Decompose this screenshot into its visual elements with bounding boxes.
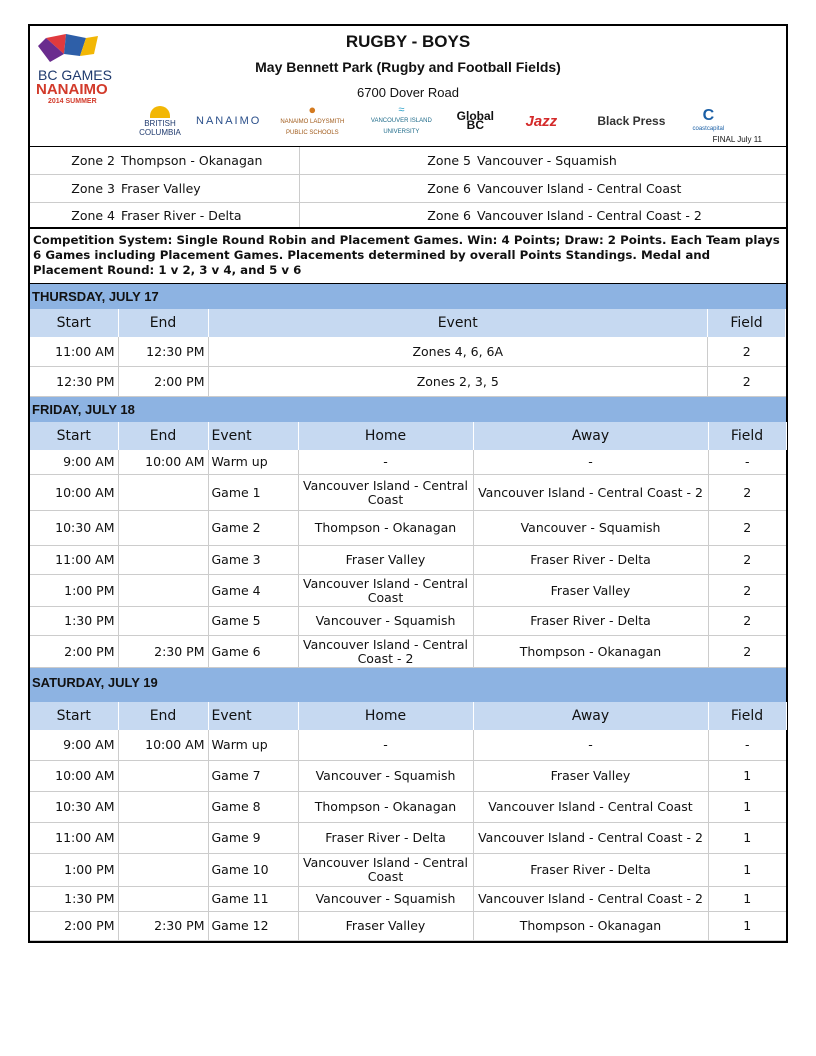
- col-home: Home: [298, 422, 473, 450]
- col-start: Start: [30, 702, 118, 730]
- away-team: -: [473, 450, 708, 475]
- event-name: Game 1: [208, 475, 298, 511]
- col-event: Event: [208, 702, 298, 730]
- start-time: 10:00 AM: [30, 475, 118, 511]
- sponsor-jazz-logo: Jazz: [525, 112, 558, 130]
- end-time: [118, 475, 208, 511]
- table-row: [30, 511, 786, 546]
- away-team: -: [473, 730, 708, 761]
- table-row: [30, 367, 786, 397]
- start-time: 10:00 AM: [30, 761, 118, 792]
- away-team: Fraser Valley: [473, 575, 708, 607]
- table-row: [30, 854, 786, 887]
- start-time: 12:30 PM: [30, 367, 118, 397]
- sponsor-viu-logo: [363, 105, 439, 137]
- event-name: Game 9: [208, 823, 298, 854]
- table-row: [30, 636, 786, 668]
- end-time: 10:00 AM: [118, 450, 208, 475]
- day-header-friday: FRIDAY, JULY 18: [30, 397, 786, 422]
- zone-row: [30, 175, 786, 203]
- column-header-row: [30, 422, 786, 450]
- away-team: Vancouver Island - Central Coast: [473, 792, 708, 823]
- table-row: [30, 607, 786, 636]
- col-end: End: [118, 702, 208, 730]
- home-team: Vancouver Island - Central Coast: [298, 475, 473, 511]
- col-start: Start: [30, 309, 118, 337]
- c-icon: C: [702, 106, 715, 124]
- start-time: 11:00 AM: [30, 337, 118, 367]
- event-name: Game 3: [208, 546, 298, 575]
- field-number: 2: [708, 511, 786, 546]
- zones-table: [30, 147, 786, 227]
- sponsor-nanaimo-logo: NANAIMO: [196, 114, 262, 127]
- fish-icon: ●: [308, 102, 317, 117]
- table-row: [30, 575, 786, 607]
- sponsor-blackpress-logo: Black Press: [597, 113, 666, 128]
- event-name: Game 10: [208, 854, 298, 887]
- home-team: Fraser Valley: [298, 912, 473, 941]
- away-team: Fraser Valley: [473, 761, 708, 792]
- table-row: [30, 475, 786, 511]
- start-time: 10:30 AM: [30, 511, 118, 546]
- column-header-row: [30, 702, 786, 730]
- home-team: Vancouver - Squamish: [298, 887, 473, 912]
- end-time: [118, 546, 208, 575]
- zone-row: [30, 147, 786, 175]
- field-number: 1: [708, 823, 786, 854]
- zone-team: Fraser Valley: [118, 175, 299, 203]
- away-team: Thompson - Okanagan: [473, 912, 708, 941]
- zone-team: Fraser River - Delta: [118, 203, 299, 228]
- end-time: [118, 607, 208, 636]
- end-time: [118, 854, 208, 887]
- sponsor-school-district-logo: [275, 104, 349, 138]
- event-name: Warm up: [208, 450, 298, 475]
- logo-2014-text: 2014 SUMMER: [48, 98, 97, 105]
- logo-bcgames-text: BC GAMES: [38, 67, 112, 83]
- away-team: Thompson - Okanagan: [473, 636, 708, 668]
- start-time: 1:00 PM: [30, 854, 118, 887]
- end-time: [118, 823, 208, 854]
- sponsor-coastcapital-text: coastcapital: [692, 125, 725, 132]
- schedule-sheet: [28, 24, 788, 943]
- field-number: -: [708, 450, 786, 475]
- home-team: -: [298, 450, 473, 475]
- col-field: Field: [708, 702, 786, 730]
- start-time: 1:00 PM: [30, 575, 118, 607]
- table-row: [30, 823, 786, 854]
- event-name: Game 7: [208, 761, 298, 792]
- sponsor-bc-text: BRITISH COLUMBIA: [139, 118, 181, 137]
- table-row: [30, 792, 786, 823]
- home-team: -: [298, 730, 473, 761]
- field-number: 2: [708, 575, 786, 607]
- home-team: Vancouver Island - Central Coast: [298, 575, 473, 607]
- col-end: End: [118, 309, 208, 337]
- sponsor-coastcapital-logo: [691, 106, 725, 134]
- away-team: Fraser River - Delta: [473, 854, 708, 887]
- zone-label: Zone 5: [299, 147, 474, 175]
- competition-system: Competition System: Single Round Robin and Placement Games. Win: 4 Points; Draw: 2 Points. Each Team plays 6 Games including Placement Games. Placements determined by overall Points Standings. Medal and Placement Round: 1 v 2, 3 v 4, and 5 v 6: [30, 227, 786, 284]
- end-time: [118, 575, 208, 607]
- thursday-table: [30, 309, 786, 397]
- start-time: 11:00 AM: [30, 546, 118, 575]
- away-team: Fraser River - Delta: [473, 546, 708, 575]
- field-number: 1: [708, 854, 786, 887]
- venue-name: May Bennett Park (Rugby and Football Fields): [255, 59, 561, 75]
- start-time: 1:30 PM: [30, 607, 118, 636]
- end-time: [118, 792, 208, 823]
- header: [30, 26, 786, 147]
- zone-label: Zone 2: [30, 147, 118, 175]
- event-name: Game 6: [208, 636, 298, 668]
- col-field: Field: [708, 422, 786, 450]
- sponsor-school-text: NANAIMO LADYSMITH PUBLIC SCHOOLS: [280, 119, 345, 136]
- col-home: Home: [298, 702, 473, 730]
- away-team: Vancouver Island - Central Coast - 2: [473, 887, 708, 912]
- table-row: [30, 887, 786, 912]
- sponsor-logos: [138, 104, 725, 138]
- start-time: 2:00 PM: [30, 912, 118, 941]
- table-row: [30, 730, 786, 761]
- wave-icon: ≈: [398, 104, 405, 116]
- home-team: Vancouver - Squamish: [298, 761, 473, 792]
- end-time: 2:00 PM: [118, 367, 208, 397]
- away-team: Vancouver Island - Central Coast - 2: [473, 823, 708, 854]
- field-number: 1: [708, 912, 786, 941]
- zone-team: Vancouver Island - Central Coast: [474, 175, 786, 203]
- col-away: Away: [473, 702, 708, 730]
- away-team: Vancouver Island - Central Coast - 2: [473, 475, 708, 511]
- logo-nanaimo-text: NANAIMO: [36, 81, 108, 98]
- zone-label: Zone 6: [427, 207, 471, 223]
- event-name: Zones 4, 6, 6A: [208, 337, 708, 367]
- table-row: [30, 912, 786, 941]
- home-team: Vancouver Island - Central Coast - 2: [298, 636, 473, 668]
- field-number: 2: [708, 475, 786, 511]
- field-number: -: [708, 730, 786, 761]
- zone-team: Thompson - Okanagan: [118, 147, 299, 175]
- zone-team: Vancouver Island - Central Coast - 2: [477, 207, 702, 223]
- table-row: [30, 761, 786, 792]
- sponsor-global-logo: Global BC: [456, 109, 495, 132]
- start-time: 9:00 AM: [30, 450, 118, 475]
- zone-row: [30, 203, 786, 228]
- field-number: 2: [708, 546, 786, 575]
- end-time: 2:30 PM: [118, 912, 208, 941]
- event-name: Game 5: [208, 607, 298, 636]
- home-team: Vancouver Island - Central Coast: [298, 854, 473, 887]
- home-team: Fraser Valley: [298, 546, 473, 575]
- away-team: Vancouver - Squamish: [473, 511, 708, 546]
- friday-table: [30, 422, 787, 668]
- event-name: Warm up: [208, 730, 298, 761]
- field-number: 1: [708, 761, 786, 792]
- table-row: [30, 450, 786, 475]
- start-time: 11:00 AM: [30, 823, 118, 854]
- end-time: 12:30 PM: [118, 337, 208, 367]
- venue-address: 6700 Dover Road: [357, 85, 459, 100]
- sponsor-bc-logo: [138, 106, 182, 137]
- col-field: Field: [708, 309, 786, 337]
- field-number: 2: [708, 367, 786, 397]
- field-number: 1: [708, 792, 786, 823]
- end-time: [118, 761, 208, 792]
- end-time: [118, 887, 208, 912]
- col-start: Start: [30, 422, 118, 450]
- end-time: [118, 511, 208, 546]
- event-name: Game 8: [208, 792, 298, 823]
- start-time: 1:30 PM: [30, 887, 118, 912]
- end-time: 2:30 PM: [118, 636, 208, 668]
- zone-team: Vancouver - Squamish: [474, 147, 786, 175]
- home-team: Thompson - Okanagan: [298, 511, 473, 546]
- home-team: Fraser River - Delta: [298, 823, 473, 854]
- field-number: 2: [708, 337, 786, 367]
- event-name: Zones 2, 3, 5: [208, 367, 708, 397]
- day-header-thursday: THURSDAY, JULY 17: [30, 284, 786, 309]
- final-note: FINAL July 11: [712, 135, 762, 144]
- start-time: 10:30 AM: [30, 792, 118, 823]
- table-row: [30, 337, 786, 367]
- saturday-table: [30, 702, 787, 941]
- field-number: 2: [708, 607, 786, 636]
- start-time: 2:00 PM: [30, 636, 118, 668]
- event-name: Game 11: [208, 887, 298, 912]
- zone-label: Zone 4: [71, 207, 115, 223]
- end-time: 10:00 AM: [118, 730, 208, 761]
- away-team: Fraser River - Delta: [473, 607, 708, 636]
- zone-label: Zone 6: [299, 175, 474, 203]
- column-header-row: [30, 309, 786, 337]
- col-event: Event: [208, 309, 708, 337]
- sponsor-viu-text: VANCOUVER ISLAND UNIVERSITY: [370, 118, 432, 135]
- field-number: 2: [708, 636, 786, 668]
- home-team: Thompson - Okanagan: [298, 792, 473, 823]
- table-row: [30, 546, 786, 575]
- field-number: 1: [708, 887, 786, 912]
- col-away: Away: [473, 422, 708, 450]
- home-team: Vancouver - Squamish: [298, 607, 473, 636]
- start-time: 9:00 AM: [30, 730, 118, 761]
- event-name: Game 12: [208, 912, 298, 941]
- col-end: End: [118, 422, 208, 450]
- col-event: Event: [208, 422, 298, 450]
- day-header-saturday: SATURDAY, JULY 19: [30, 668, 786, 702]
- event-name: Game 2: [208, 511, 298, 546]
- page-title: RUGBY - BOYS: [345, 32, 471, 51]
- event-name: Game 4: [208, 575, 298, 607]
- zone-label: Zone 3: [30, 175, 118, 203]
